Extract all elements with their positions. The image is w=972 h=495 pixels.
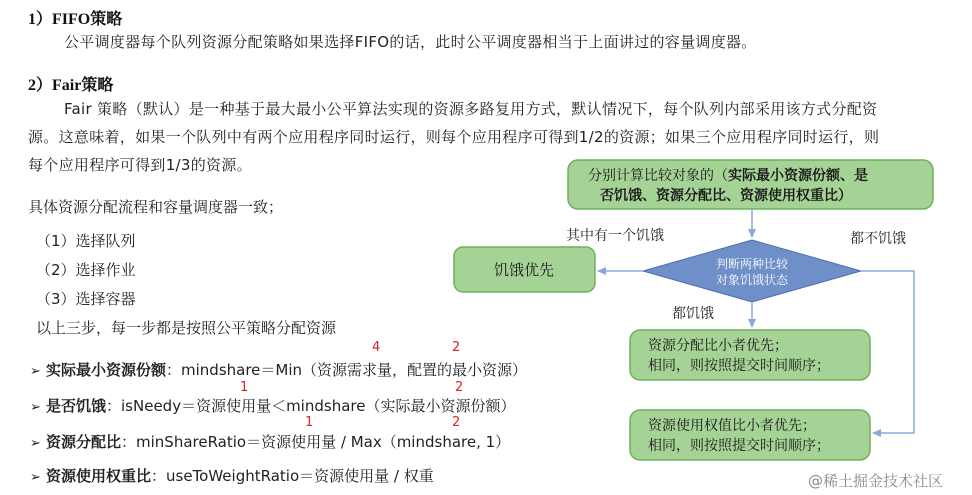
section1-text: 公平调度器每个队列资源分配策略如果选择FIFO的话，此时公平调度器相当于上面讲过的容量调度器。 — [64, 33, 757, 51]
flow-top-box-line2: 否饥饿、资源分配比、资源使用权重比） — [600, 188, 852, 204]
step-1: （1）选择队列 — [36, 232, 136, 250]
summary-line: 以上三步，每一步都是按照公平策略分配资源 — [36, 319, 337, 337]
formula-expression: ：useToWeightRatio＝资源使用量 / 权重 — [151, 467, 434, 485]
flow-decision-line2: 对象饥饿状态 — [715, 273, 789, 287]
bullet-arrow-icon: ➢ — [30, 470, 41, 485]
formula-label: 资源分配比 — [46, 433, 122, 451]
annotation-number: 2 — [452, 415, 461, 430]
formula-expression: ：isNeedy＝资源使用量＜mindshare（实际最小资源份额） — [106, 397, 516, 415]
formula-expression: ：mindshare＝Min（资源需求量，配置的最小资源） — [166, 361, 528, 379]
section1-heading: 1）FIFO策略 — [28, 11, 123, 28]
process-intro: 具体资源分配流程和容量调度器一致； — [28, 198, 284, 216]
flow-top-box-line1: 分别计算比较对象的（实际最小资源份额、是 — [588, 168, 868, 184]
formula-label: 资源使用权重比 — [46, 467, 152, 485]
step-2: （2）选择作业 — [36, 261, 136, 279]
bullet-arrow-icon: ➢ — [30, 436, 41, 451]
annotation-number: 1 — [305, 415, 314, 430]
flow-middle-box-line2: 相同，则按照提交时间顺序； — [648, 358, 830, 374]
section2-paragraph-line3: 每个应用程序可得到1/3的资源。 — [28, 156, 252, 174]
flow-label-none-hungry: 都不饥饿 — [850, 231, 906, 247]
annotation-number: 1 — [240, 380, 249, 395]
annotation-number: 2 — [452, 340, 461, 355]
section2-heading: 2）Fair策略 — [28, 77, 114, 94]
flow-left-box-text: 饥饿优先 — [493, 261, 555, 279]
flow-middle-box-line1: 资源分配比小者优先； — [648, 338, 788, 354]
flow-decision-line1: 判断两种比较 — [715, 257, 789, 271]
flow-bottom-box-line1: 资源使用权值比小者优先； — [648, 418, 816, 434]
watermark: @稀土掘金技术社区 — [808, 472, 944, 490]
bullet-arrow-icon: ➢ — [30, 364, 41, 379]
flow-bottom-box-line2: 相同，则按照提交时间顺序； — [648, 438, 830, 454]
formula-label: 是否饥饿 — [46, 397, 107, 415]
formula-expression: ：minShareRatio＝资源使用量 / Max（mindshare, 1） — [121, 433, 511, 451]
section2-paragraph-line1: Fair 策略（默认）是一种基于最大最小公平算法实现的资源多路复用方式，默认情况下，每个队列内部采用该方式分配资 — [64, 100, 878, 118]
step-3: （3）选择容器 — [36, 290, 136, 308]
bullet-arrow-icon: ➢ — [30, 400, 41, 415]
annotation-number: 4 — [372, 340, 381, 355]
flow-label-one-hungry: 其中有一个饥饿 — [566, 228, 664, 244]
flow-label-all-hungry: 都饥饿 — [672, 306, 714, 322]
formula-label: 实际最小资源份额 — [46, 361, 167, 379]
annotation-number: 2 — [455, 380, 464, 395]
section2-paragraph-line2: 源。这意味着，如果一个队列中有两个应用程序同时运行，则每个应用程序可得到1/2的资源；如果三个应用程序同时运行，则 — [28, 128, 880, 146]
flow-decision-diamond — [643, 240, 861, 302]
